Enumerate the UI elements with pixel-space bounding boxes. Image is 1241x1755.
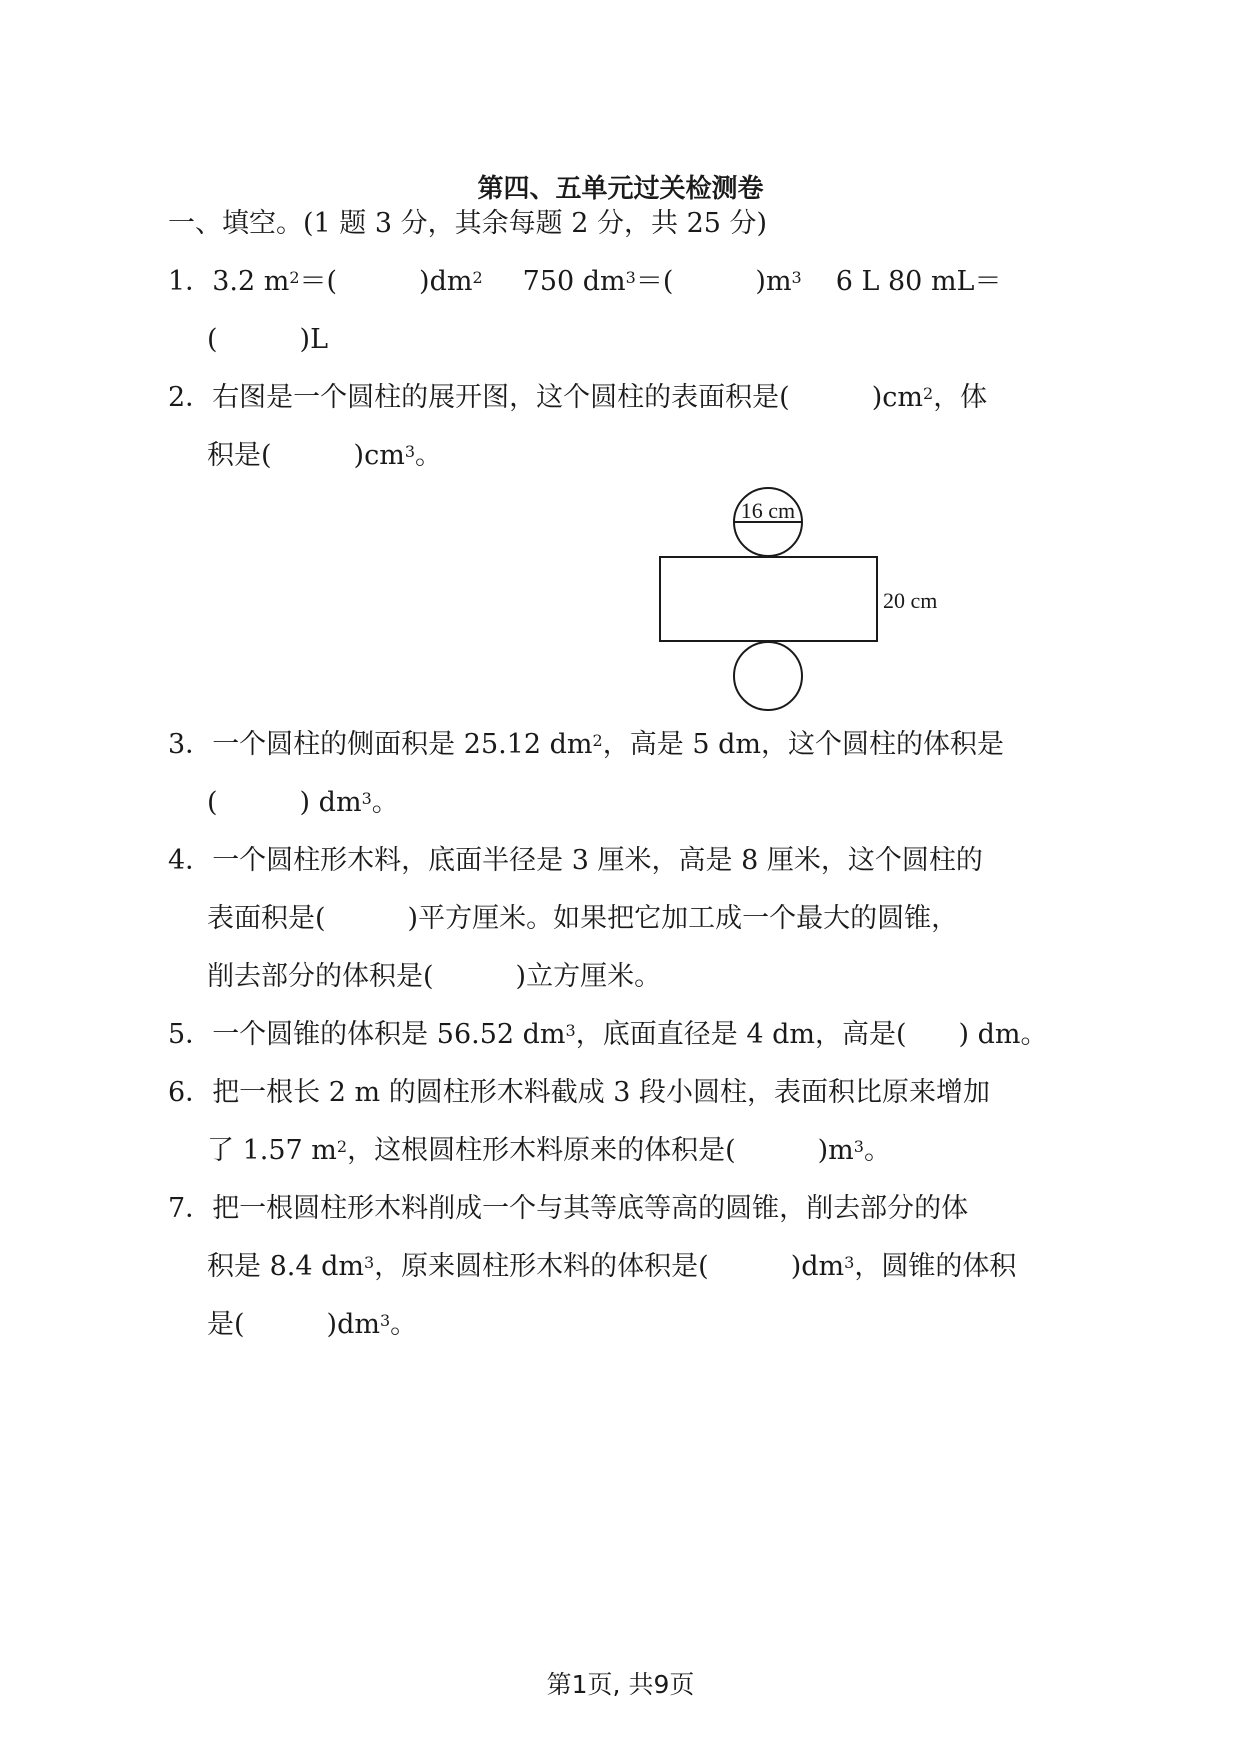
- question-number: 4．: [168, 845, 213, 876]
- question-4-cont: 表面积是( )平方厘米。如果把它加工成一个最大的圆锥，: [207, 903, 959, 934]
- question-number: 6．: [168, 1077, 213, 1108]
- bottom-circle: [734, 642, 802, 710]
- page-footer: 第1页, 共9页: [546, 1670, 695, 1699]
- question-2-cont: 积是( )$cm^3$。: [207, 440, 442, 471]
- question-6: 6．把一根长 2 m 的圆柱形木料截成 3 段小圆柱，表面积比原来增加: [168, 1077, 991, 1108]
- question-number: 3．: [168, 729, 213, 760]
- question-number: 2．: [168, 382, 213, 413]
- question-number: 1．: [168, 266, 213, 297]
- question-number: 5．: [168, 1019, 213, 1050]
- question-6-cont: 了 1.57 $m^2$，这根圆柱形木料原来的体积是( )$m^3$。: [207, 1135, 891, 1166]
- question-4-cont2: 削去部分的体积是( )立方厘米。: [207, 961, 662, 992]
- question-3-cont: ( ) $dm^3$。: [207, 787, 399, 818]
- question-7: 7．把一根圆柱形木料削成一个与其等底等高的圆锥，削去部分的体: [168, 1193, 969, 1224]
- diameter-label: 16 cm: [740, 498, 796, 523]
- height-label: 20 cm: [883, 588, 938, 613]
- question-4: 4．一个圆柱形木料，底面半径是 3 厘米，高是 8 厘米，这个圆柱的: [168, 845, 983, 876]
- question-1-cont: ( )L: [207, 324, 329, 355]
- question-7-cont: 积是 8.4 $dm^3$，原来圆柱形木料的体积是( )$dm^3$，圆锥的体积: [207, 1251, 1017, 1282]
- question-2: 2．右图是一个圆柱的展开图，这个圆柱的表面积是( )$cm^2$，体: [168, 382, 988, 413]
- question-3: 3．一个圆柱的侧面积是 25.12 $dm^2$，高是 5 dm，这个圆柱的体积是: [168, 729, 1004, 760]
- question-number: 7．: [168, 1193, 213, 1224]
- lateral-rectangle: [660, 557, 877, 641]
- question-5: 5．一个圆锥的体积是 56.52 $dm^3$，底面直径是 4 dm，高是( ) dm。: [168, 1019, 1048, 1050]
- page-title: 第四、五单元过关检测卷: [477, 174, 764, 204]
- question-1: 1．3.2 $m^2=$( )$dm^2$ 750 $dm^3=$( )$m^3$ 6 L 80 mL＝: [168, 266, 1002, 297]
- question-7-cont2: 是( )$dm^3$。: [207, 1309, 418, 1340]
- section-heading: 一、填空。(1 题 3 分，其余每题 2 分，共 25 分): [168, 208, 768, 239]
